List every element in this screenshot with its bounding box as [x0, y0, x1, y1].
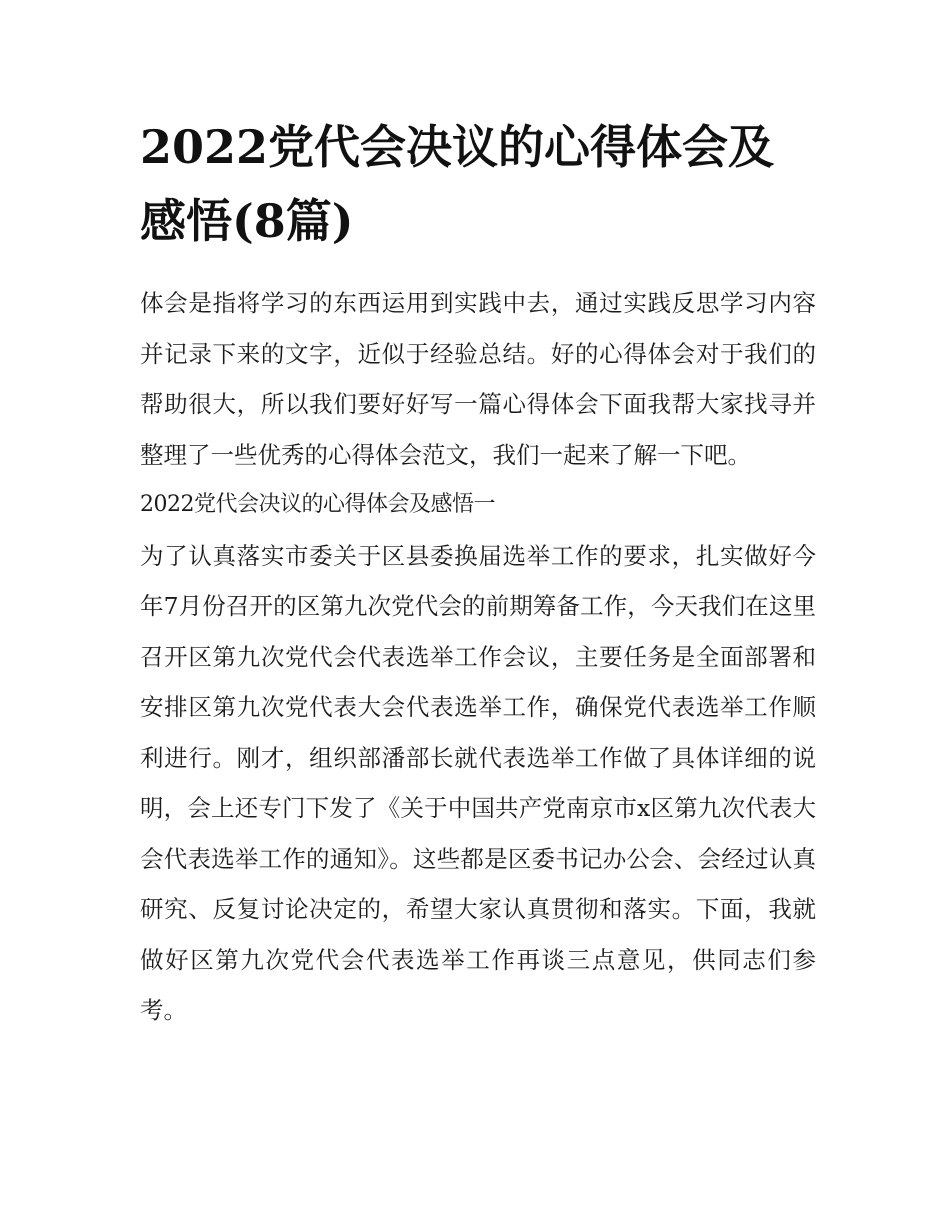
document-title — [140, 110, 816, 258]
section-heading-1: 2022党代会决议的心得体会及感悟一 — [140, 492, 495, 517]
document-page — [140, 110, 816, 1036]
title-line-1: 2022党代会决议的心得体会及 — [140, 120, 775, 174]
title-line-2: 感悟(8篇) — [140, 194, 354, 248]
intro-paragraph: 体会是指将学习的东西运用到实践中去，通过实践反思学习内容并记录下来的文字，近似于经验总结。好的心得体会对于我们的帮助很大，所以我们要好好写一篇心得体会下面我帮大家找寻并整理了一些优秀的心得体会范文，我们一起来了解一下吧。 — [140, 289, 816, 469]
section-1-body: 为了认真落实市委关于区县委换届选举工作的要求，扎实做好今年7月份召开的区第九次党代会的前期筹备工作，今天我们在这里召开区第九次党代会代表选举工作会议，主要任务是全面部署和安排区第九次党代表大会代表选举工作，确保党代表选举工作顺利进行。刚才，组织部潘部长就代表选举工作做了具体详细的说明，会上还专门下发了《关于中国共产党南京市x区第九次代表大会代表选举工作的通知》。这些都是区委书记办公会、会经过认真研究、反复讨论决定的，希望大家认真贯彻和落实。下面，我就做好区第九次党代会代表选举工作再谈三点意见，供同志们参考。 — [140, 541, 816, 1024]
